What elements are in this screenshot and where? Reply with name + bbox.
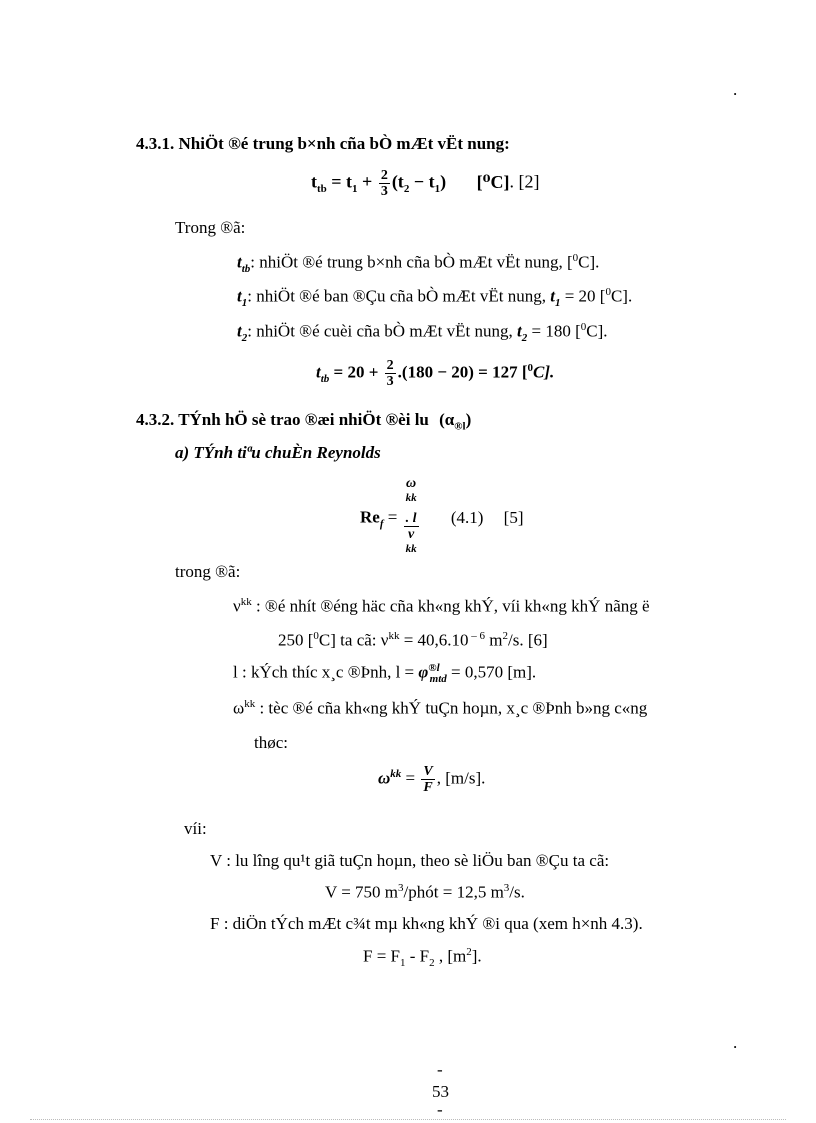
- formula-reynolds: $Re_f$ = ω $^{kk}$ . l ν $^{kk}$ (4.1) [5]: [360, 476, 524, 561]
- fraction-v-over-f: $\frac{V}{F}$: [423, 764, 433, 795]
- calculation-mean-temperature: $t_{tb} = 20$ + $\frac{2}{3}$ .(180 − 20) = 127 [$^0$C].: [316, 358, 555, 389]
- fraction-reynolds: ω $^{kk}$ . l ν $^{kk}$: [405, 476, 417, 555]
- formula-velocity: $\omega^{kk}$ = $\frac{V}{F}$ , [m/s].: [378, 764, 486, 795]
- page-number: 53: [432, 1082, 449, 1101]
- fraction-two-thirds: $\frac{2}{3}$: [380, 168, 388, 199]
- flow-rate-value: V = 750 $m^3$/phót = 12,5 $m^3/s$.: [325, 882, 525, 902]
- definition-viscosity-line2: 250 [$^0$C] ta cã: $\nu^{kk} = 40,6.10$ $^{- 6}$ $m^2/s$. [6]: [278, 630, 548, 650]
- definition-flow-rate: V : lu lîng qu¹t giã tuÇn hoµn, theo sè liÖu ban ®Çu ta cã:: [210, 851, 610, 870]
- fraction-two-thirds-calc: $\frac{2}{3}$: [386, 358, 394, 389]
- area-value: $F = F_1 - F_2$ , $[m^2]$.: [363, 946, 482, 970]
- definition-velocity: $\omega^{kk}$ : tèc ®é cña kh«ng khÝ tuÇn hoµn, x¸c ®Þnh b»ng c«ng: [233, 698, 648, 718]
- definition-velocity-line2: thøc:: [254, 733, 288, 752]
- definition-t2: $t_2$: nhiÖt ®é cuèi cña bÒ mÆt vËt nung, $t_2 = 180$ [$^0$C].: [237, 321, 608, 345]
- page-dash-bottom: -: [437, 1100, 443, 1119]
- intro-label: Trong ®ã:: [175, 218, 246, 237]
- definition-area: F : diÖn tÝch mÆt c¾t mµ kh«ng khÝ ®i qua (xem h×nh 4.3).: [210, 914, 643, 933]
- corner-dot-top: .: [733, 80, 738, 99]
- definition-viscosity: $\nu^{kk}$ : ®é nhít ®éng häc cña kh«ng khÝ, víi kh«ng khÝ nãng ë: [233, 596, 650, 616]
- sub-heading-reynolds: a) TÝnh tiªu chuÈn Reynolds: [175, 443, 381, 462]
- definition-length: l : kÝch thíc x¸c ®Þnh, $l = \varphi^{®l}_{mtd} = 0,570$ [m].: [233, 662, 537, 686]
- trong-do-label: trong ®ã:: [175, 562, 241, 581]
- definition-t-mean: $t_{tb}$: nhiÖt ®é trung b×nh cña bÒ mÆt vËt nung, [$^0$C].: [237, 252, 600, 276]
- page-dash-top: -: [437, 1060, 443, 1079]
- definition-t1: $t_1$: nhiÖt ®é ban ®Çu cña bÒ mÆt vËt nung, $t_1 = 20$ [$^0$C].: [237, 286, 633, 310]
- section-heading-432: 4.3.2. TÝnh hÖ sè trao ®æi nhiÖt ®èi lu $(\alpha_{®l})$: [136, 410, 472, 433]
- formula-mean-temperature: $t_{tb} = t_1$ + $\frac{2}{3}$ $(t_2 - t_1)$ [⁰C]. [2]: [311, 168, 540, 199]
- voi-label: víi:: [184, 819, 207, 838]
- corner-dot-bottom: .: [733, 1033, 738, 1052]
- section-heading-431: 4.3.1. NhiÖt ®é trung b×nh cña bÒ mÆt vËt nung:: [136, 134, 510, 153]
- bottom-rule: [30, 1119, 786, 1120]
